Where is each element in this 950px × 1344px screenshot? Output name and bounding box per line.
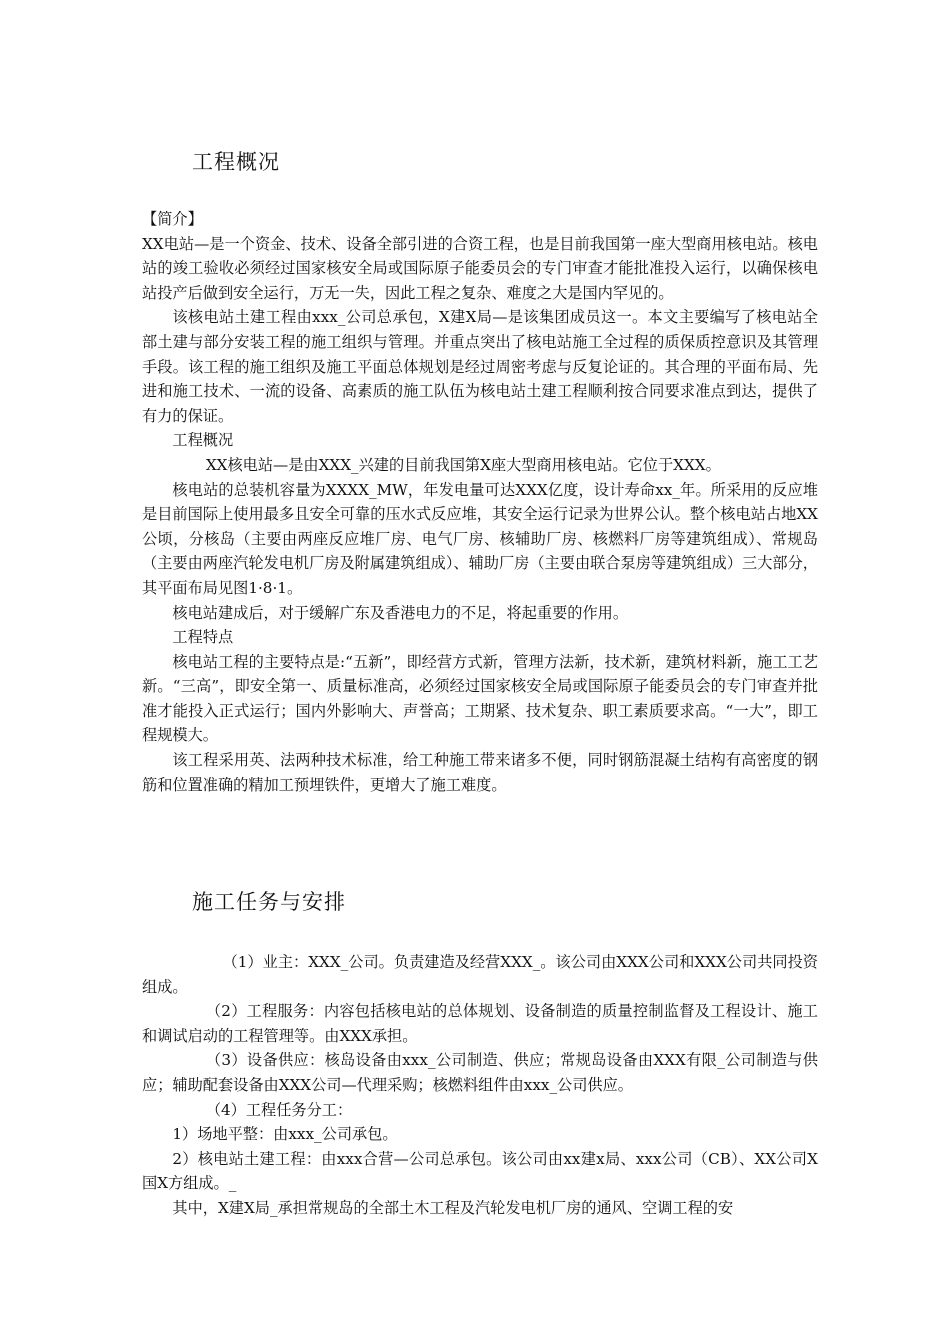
subheading-overview: 工程概况 [172, 431, 234, 450]
intro-label: 【简介】 [142, 210, 203, 228]
paragraph: XX核电站—是由XXX_兴建的目前我国第X座大型商用核电站。它位于XXX。 [205, 455, 721, 474]
subheading-features: 工程特点 [172, 628, 234, 647]
paragraph: 其中，X建X局_承担常规岛的全部土木工程及汽轮发电机厂房的通风、空调工程的安 [172, 1198, 734, 1217]
list-item: 2）核电站土建工程：由xxx合营—公司总承包。该公司由xx建x局、xxx公司（CB）、XX公司X国X方组成。_ [142, 1149, 818, 1193]
paragraph: 核电站建成后，对于缓解广东及香港电力的不足，将起重要的作用。 [172, 603, 629, 622]
paragraph: 核电站工程的主要特点是:“五新”，即经营方式新，管理方法新，技术新，建筑材料新，施工工艺新。“三高”，即安全第一、质量标准高，必须经过国家核安全局或国际原子能委员会的专门审查并批准才能投入正式运行；国内外影响大、声誉高；工期紧、技术复杂、职工素质要求高。“一大”，即工程规模大。 [142, 652, 818, 745]
list-item: （1）业主：XXX_公司。负责建造及经营XXX_。该公司由XXX公司和XXX公司共同投资组成。 [142, 953, 818, 996]
list-item: （2）工程服务：内容包括核电站的总体规划、设备制造的质量控制监督及工程设计、施工和调试启动的工程管理等。由XXX承担。 [142, 1002, 818, 1045]
list-item: （4）工程任务分工： [205, 1100, 353, 1119]
paragraph: 核电站的总装机容量为XXXX_MW，年发电量可达XXX亿度，设计寿命xx_年。所采用的反应堆是目前国际上使用最多且安全可靠的压水式反应堆，其安全运行记录为世界公认。整个核电站占地XX公顷，分核岛（主要由两座反应堆厂房、电气厂房、核辅助厂房、核燃料厂房等建筑组成）、常规岛（主要由两座汽轮发电机厂房及附属建筑组成）、辅助厂房（主要由联合泵房等建筑组成）三大部分，其平面布局见图1·8·1。 [142, 480, 818, 597]
section-overview-body [142, 207, 818, 797]
paragraph: XX电站—是一个资金、技术、设备全部引进的合资工程，也是目前我国第一座大型商用核电站。核电站的竣工验收必须经过国家核安全局或国际原子能委员会的专门审查才能批准投入运行，以确保核电站投产后做到安全运行，万无一失，因此工程之复杂、难度之大是国内罕见的。 [142, 234, 818, 302]
paragraph: 该工程采用英、法两种技术标准，给工种施工带来诸多不便，同时钢筋混凝土结构有高密度的钢筋和位置准确的精加工预埋铁件，更增大了施工难度。 [142, 751, 818, 794]
section-title-tasks: 施工任务与安排 [192, 890, 346, 914]
section-tasks-body [142, 950, 818, 1221]
paragraph: 该核电站土建工程由xxx_公司总承包，X建X局—是该集团成员这一。本文主要编写了核电站全部土建与部分安装工程的施工组织与管理。并重点突出了核电站施工全过程的质保质控意识及其管理手段。该工程的施工组织及施工平面总体规划是经过周密考虑与反复论证的。其合理的平面布局、先进和施工技术、一流的设备、高素质的施工队伍为核电站土建工程顺利按合同要求准点到达，提供了有力的保证。 [142, 308, 818, 425]
list-item: 1）场地平整：由xxx_公司承包。 [172, 1125, 398, 1144]
list-item: （3）设备供应：核岛设备由xxx_公司制造、供应；常规岛设备由XXX有限_公司制造与供应；辅助配套设备由XXX公司—代理采购；核燃料组件由xxx_公司供应。 [142, 1051, 818, 1094]
section-title-overview: 工程概况 [192, 150, 280, 174]
